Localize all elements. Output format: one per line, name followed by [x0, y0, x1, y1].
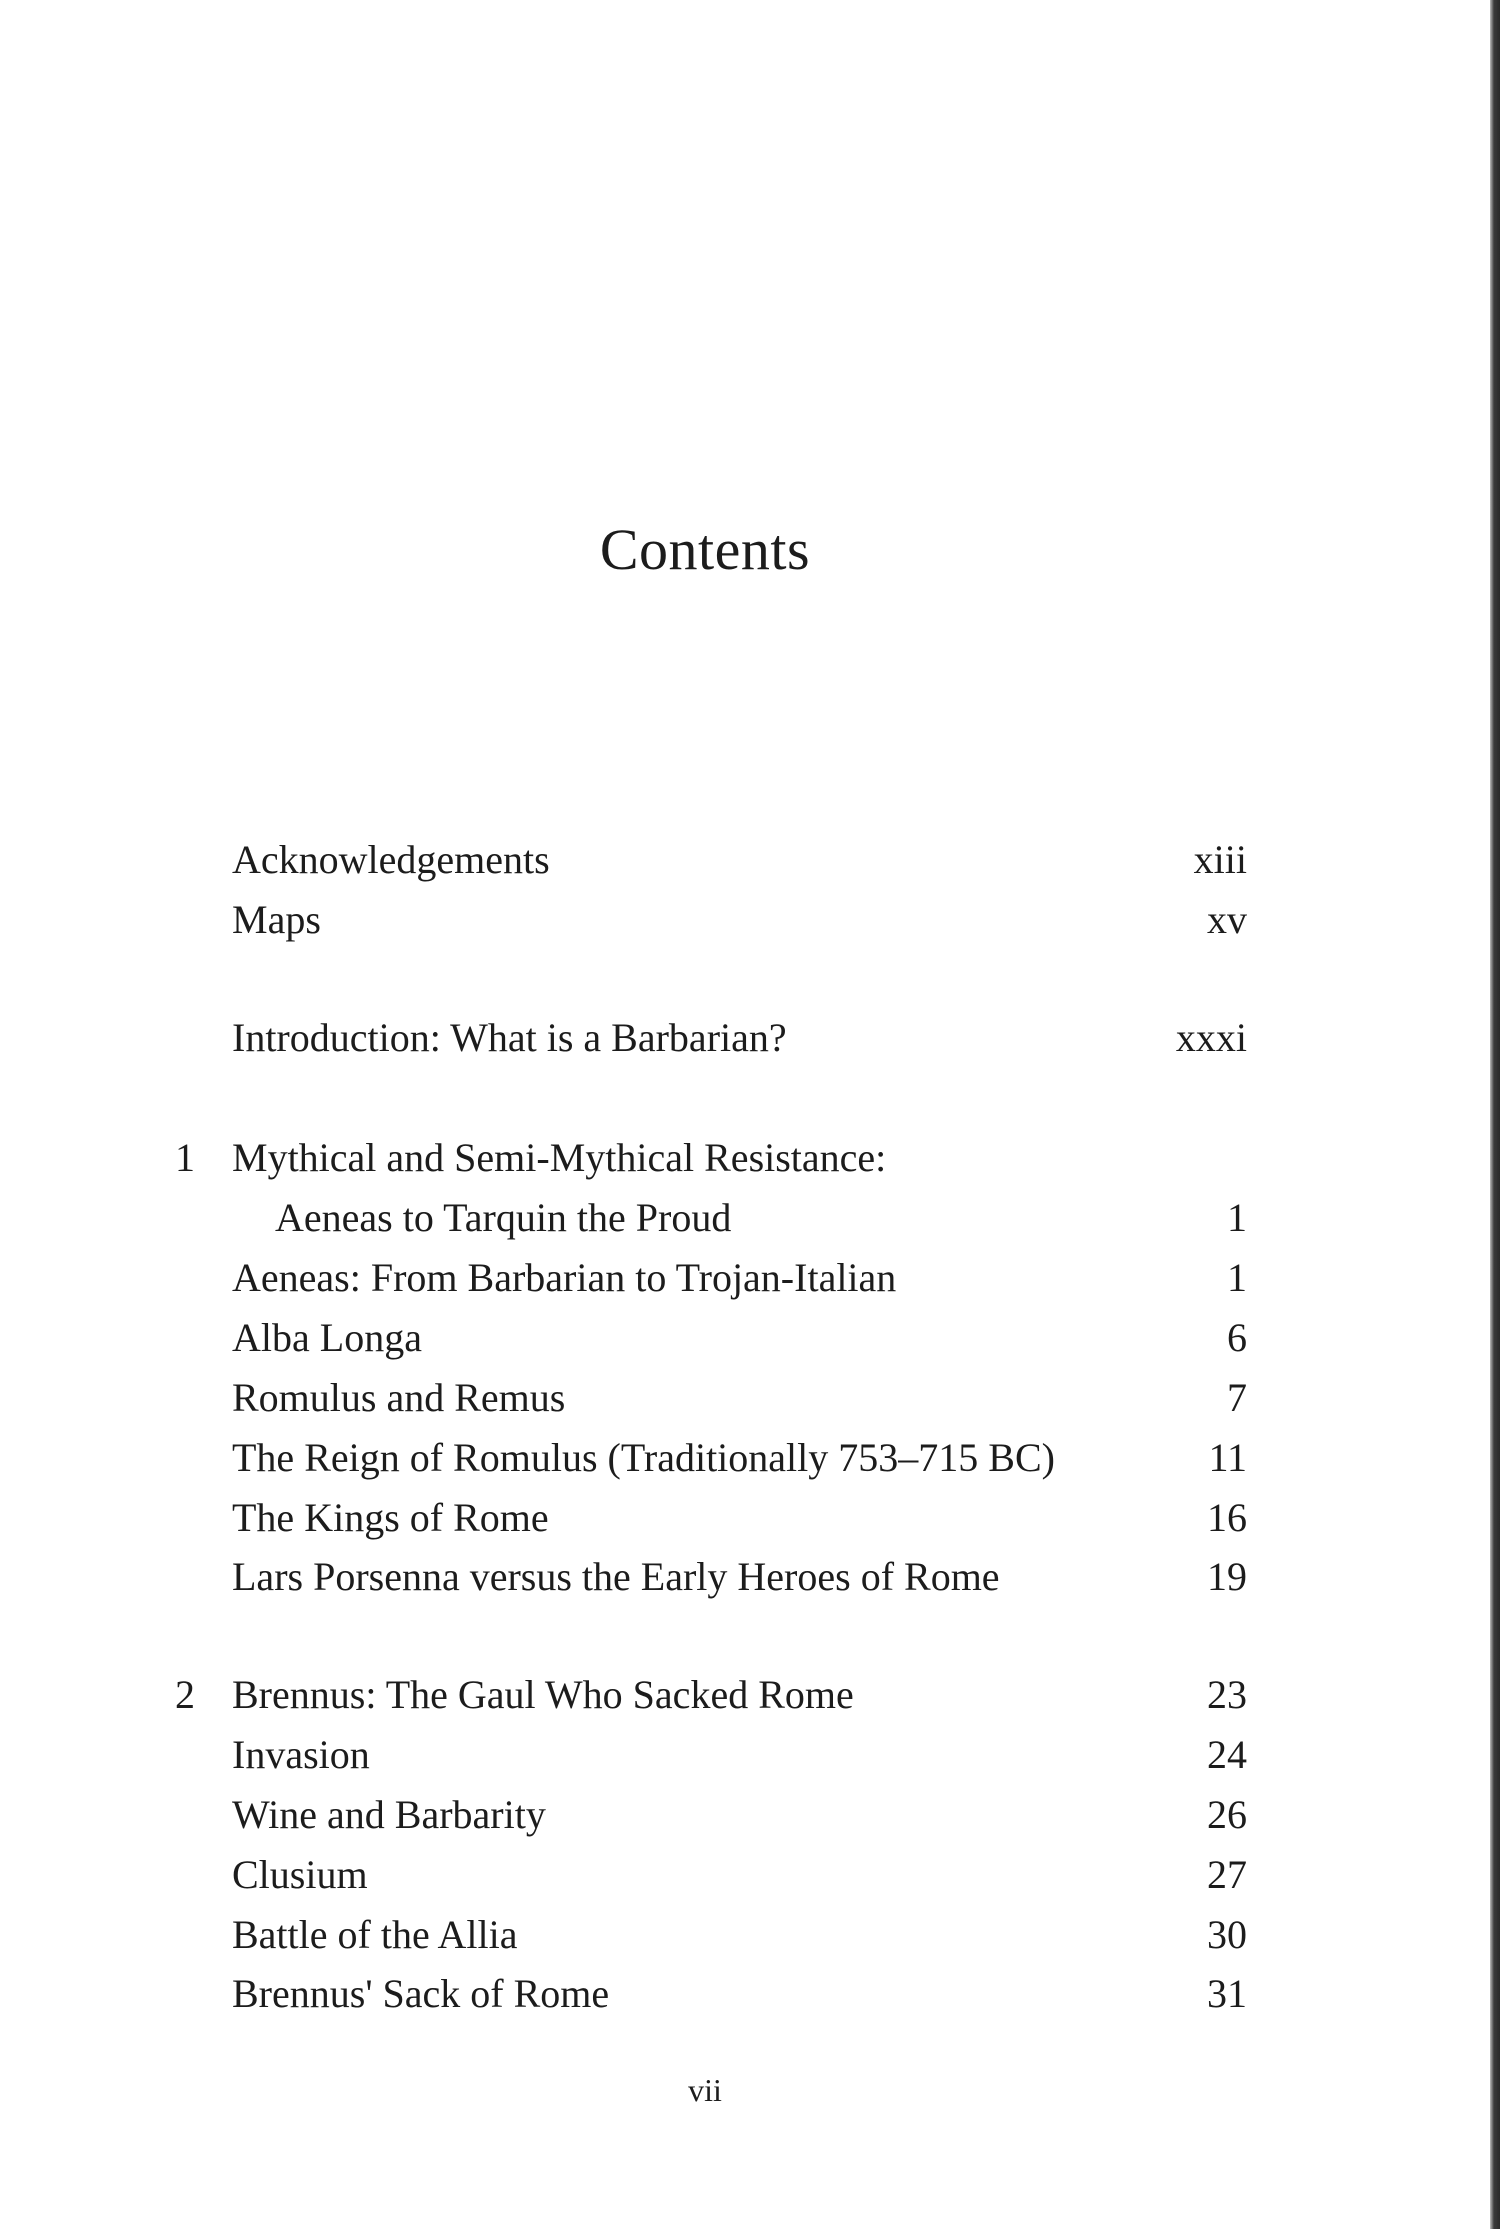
entry-title: Acknowledgements: [232, 837, 550, 882]
chapter-number: 1: [175, 1135, 195, 1180]
entry-title: Invasion: [232, 1732, 370, 1777]
entry-title: Brennus: The Gaul Who Sacked Rome: [232, 1672, 854, 1717]
entry-title: Aeneas to Tarquin the Proud: [275, 1195, 732, 1240]
page-number: 23: [1207, 1672, 1247, 1717]
entry-title: Brennus' Sack of Rome: [232, 1971, 610, 2016]
toc-entry-maps[interactable]: [0, 890, 1500, 950]
entry-title: Clusium: [232, 1852, 368, 1897]
page-number: 1: [1227, 1195, 1247, 1240]
toc-entry-clusium[interactable]: [0, 1845, 1500, 1905]
toc-entry-romulus-and-remus[interactable]: [0, 1368, 1500, 1428]
entry-title: Aeneas: From Barbarian to Trojan-Italian: [232, 1255, 897, 1300]
page-folio: vii: [688, 2072, 722, 2108]
entry-title: Introduction: What is a Barbarian?: [232, 1015, 787, 1060]
entry-title: Lars Porsenna versus the Early Heroes of Rome: [232, 1554, 1000, 1599]
page-number: 31: [1207, 1971, 1247, 2016]
toc-entry-chapter-1[interactable]: [0, 1128, 1500, 1188]
entry-title: Romulus and Remus: [232, 1375, 566, 1420]
page-number: 30: [1207, 1912, 1247, 1957]
toc-entry-alba-longa[interactable]: [0, 1308, 1500, 1368]
page-number: xiii: [1193, 837, 1247, 882]
toc-entry-kings-of-rome[interactable]: [0, 1488, 1500, 1548]
toc-entry-introduction[interactable]: [0, 1008, 1500, 1068]
toc-entry-acknowledgements[interactable]: [0, 830, 1500, 890]
page-number: 11: [1208, 1435, 1247, 1480]
entry-title: The Kings of Rome: [232, 1495, 549, 1540]
toc-entry-brennus-sack-of-rome[interactable]: [0, 1964, 1500, 2024]
entry-title: The Reign of Romulus (Traditionally 753–715 BC): [232, 1435, 1055, 1480]
page-number: xv: [1207, 897, 1247, 942]
page-number: 19: [1207, 1554, 1247, 1599]
entry-title: Battle of the Allia: [232, 1912, 518, 1957]
toc-entry-battle-of-the-allia[interactable]: [0, 1905, 1500, 1965]
toc-entry-chapter-1-subtitle[interactable]: [0, 1188, 1500, 1248]
entry-title: Wine and Barbarity: [232, 1792, 546, 1837]
entry-title: Mythical and Semi-Mythical Resistance:: [232, 1135, 887, 1180]
chapter-number: 2: [175, 1672, 195, 1717]
page-number: 7: [1227, 1375, 1247, 1420]
page-number: 16: [1207, 1495, 1247, 1540]
page-title: Contents: [599, 517, 811, 582]
toc-entry-reign-of-romulus[interactable]: [0, 1428, 1500, 1488]
entry-title: Alba Longa: [232, 1315, 422, 1360]
toc-entry-chapter-2[interactable]: [0, 1665, 1500, 1725]
toc-entry-wine-and-barbarity[interactable]: [0, 1785, 1500, 1845]
page-number: 26: [1207, 1792, 1247, 1837]
page-number: 27: [1207, 1852, 1247, 1897]
page-number: 6: [1227, 1315, 1247, 1360]
page-number: xxxi: [1175, 1015, 1247, 1060]
toc-entry-invasion[interactable]: [0, 1725, 1500, 1785]
page-number: 24: [1207, 1732, 1247, 1777]
entry-title: Maps: [232, 897, 321, 942]
toc-entry-lars-porsenna[interactable]: [0, 1547, 1500, 1607]
page-number: 1: [1227, 1255, 1247, 1300]
toc-entry-aeneas[interactable]: [0, 1248, 1500, 1308]
